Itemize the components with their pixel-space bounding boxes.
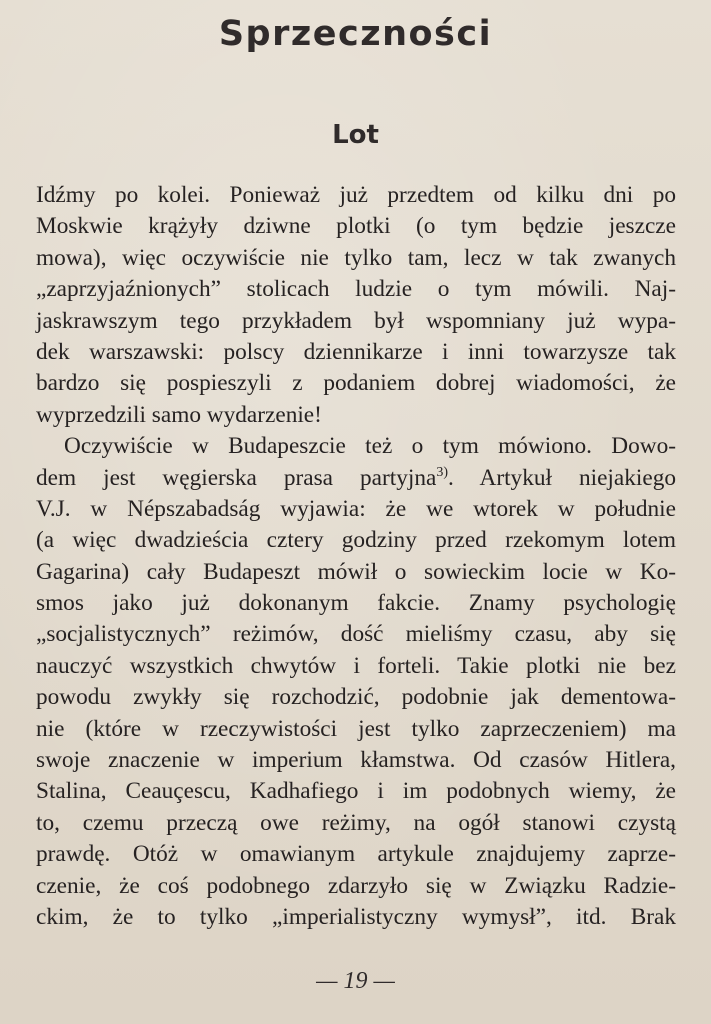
text-line: „zaprzyjaźnionych” stolicach ludzie o tym mówili. Naj- xyxy=(36,276,676,303)
text-segment: dem jest węgierska prasa partyjna xyxy=(36,464,437,491)
text-line: bardzo się pospieszyli z podaniem dobrej wiadomości, że xyxy=(36,370,676,397)
text-line: Gagarina) cały Budapeszt mówił o sowieckim locie w Ko- xyxy=(36,558,676,585)
text-line: wyprzedzili samo wydarzenie! xyxy=(36,401,322,428)
body-text xyxy=(36,180,676,933)
footnote-reference: 3) xyxy=(436,464,448,480)
text-line: V.J. w Népszabadság wyjawia: że we wtorek w południe xyxy=(36,495,676,522)
text-line: (a więc dwadzieścia cztery godziny przed rzekomym lotem xyxy=(36,527,676,554)
text-line: Idźmy po kolei. Ponieważ już przedtem od kilku dni po xyxy=(36,182,676,208)
text-segment: . Artykuł niejakiego xyxy=(447,464,676,491)
text-line: nauczyć wszystkich chwytów i forteli. Takie plotki nie bez xyxy=(36,652,676,679)
text-line: swoje znaczenie w imperium kłamstwa. Od czasów Hitlera, xyxy=(36,747,676,774)
chapter-title: Sprzeczności xyxy=(218,14,493,54)
text-line: Oczywiście w Budapeszcie też o tym mówiono. Dowo- xyxy=(64,433,676,460)
text-line: prawdę. Otóż w omawianym artykule znajdujemy zaprze- xyxy=(36,841,676,868)
page-number: — 19 — xyxy=(316,968,395,994)
text-line: ckim, że to tylko „imperialistyczny wymysł”, itd. Brak xyxy=(36,903,676,930)
text-line: Moskwie krążyły dziwne plotki (o tym będzie jeszcze xyxy=(36,213,676,240)
text-line: powodu zwykły się rozchodzić, podobnie jak dementowa- xyxy=(36,684,676,711)
text-line: to, czemu przeczą owe reżimy, na ogół stanowi czystą xyxy=(36,809,676,836)
text-line: czenie, że coś podobnego zdarzyło się w Związku Radzie- xyxy=(36,872,676,899)
text-line: jaskrawszym tego przykładem był wspomniany już wypa- xyxy=(36,307,676,334)
text-line: dek warszawski: polscy dziennikarze i inni towarzysze tak xyxy=(36,338,676,365)
text-line: mowa), więc oczywiście nie tylko tam, lecz w tak zwanych xyxy=(36,244,676,271)
text-line: Stalina, Ceauçescu, Kadhafiego i im podobnych wiemy, że xyxy=(36,778,676,805)
text-line-with-footnote xyxy=(36,463,676,494)
section-title: Lot xyxy=(332,120,379,150)
text-line: smos jako już dokonanym fakcie. Znamy psychologię xyxy=(36,590,676,617)
text-line: nie (które w rzeczywistości jest tylko zaprzeczeniem) ma xyxy=(36,715,676,742)
text-line: „socjalistycznych” reżimów, dość mieliśmy czasu, aby się xyxy=(36,621,676,648)
